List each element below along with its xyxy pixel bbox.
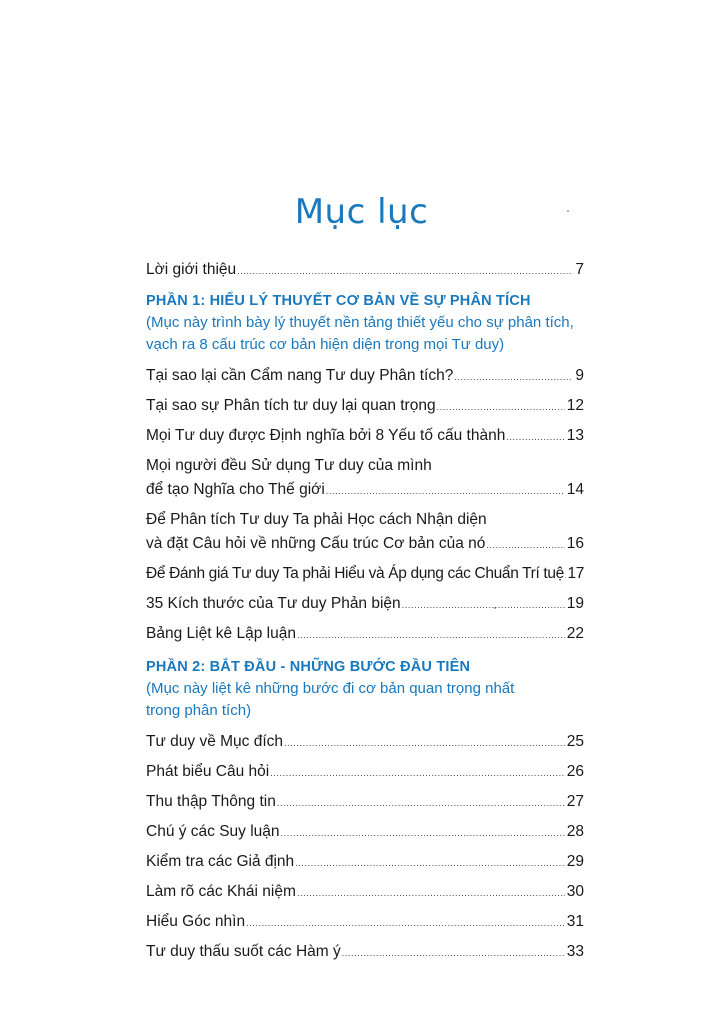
page-number: 12 xyxy=(566,397,584,414)
dot-leader xyxy=(297,623,565,647)
toc-entry-intro[interactable] xyxy=(146,258,584,282)
part1-heading: PHẦN 1: HIỂU LÝ THUYẾT CƠ BẢN VỀ SỰ PHÂN TÍCH xyxy=(146,293,531,309)
dot-leader xyxy=(326,479,565,503)
page-number: 13 xyxy=(566,427,584,444)
part2-desc-line1: (Mục này liệt kê những bước đi cơ bản quan trọng nhất xyxy=(146,680,515,697)
entry-title: Làm rõ các Khái niệm xyxy=(146,883,296,900)
page-number: 33 xyxy=(566,943,584,960)
part1-desc-line1: (Mục này trình bày lý thuyết nền tảng thiết yếu cho sự phân tích, xyxy=(146,314,574,331)
dot-leader xyxy=(342,941,565,965)
dot-leader xyxy=(281,821,565,845)
toc-entry[interactable] xyxy=(146,508,584,556)
toc-entry[interactable] xyxy=(146,364,584,388)
entry-title: và đặt Câu hỏi về những Cấu trúc Cơ bản của nó xyxy=(146,535,486,552)
page-number: 26 xyxy=(566,763,584,780)
page-number: 22 xyxy=(566,625,584,642)
toc-entry[interactable] xyxy=(146,790,584,814)
toc-entry[interactable] xyxy=(146,760,584,784)
part2-desc-line2: trong phân tích) xyxy=(146,702,252,719)
dot-leader xyxy=(295,851,565,875)
entry-title: Kiểm tra các Giả định xyxy=(146,853,295,870)
page-number: 30 xyxy=(566,883,584,900)
dot-leader xyxy=(237,259,573,283)
toc-entry[interactable] xyxy=(146,454,584,502)
page-number: 29 xyxy=(566,853,584,870)
page-number: 17 xyxy=(567,565,584,582)
entry-title: Tại sao sự Phân tích tư duy lại quan trọng xyxy=(146,397,436,414)
toc-entry[interactable] xyxy=(146,850,584,874)
dot-leader xyxy=(454,365,573,389)
entry-title: Tại sao lại cần Cẩm nang Tư duy Phân tích? xyxy=(146,367,454,384)
part2-entries xyxy=(146,730,584,964)
entry-title: Chú ý các Suy luận xyxy=(146,823,280,840)
entry-title: Tư duy về Mục đích xyxy=(146,733,284,750)
part1-desc-line2: vạch ra 8 cấu trúc cơ bản hiện diện trong mọi Tư duy) xyxy=(146,336,505,353)
page-number: 7 xyxy=(575,261,584,278)
scan-speck xyxy=(567,210,569,212)
part2-heading: PHẦN 2: BẮT ĐẦU - NHỮNG BƯỚC ĐẦU TIÊN xyxy=(146,659,471,675)
toc-entry[interactable] xyxy=(146,394,584,418)
page-number: 27 xyxy=(566,793,584,810)
dot-leader xyxy=(486,533,564,557)
page-number: 9 xyxy=(575,367,584,384)
page-number: 25 xyxy=(566,733,584,750)
dot-leader xyxy=(437,395,565,419)
dot-leader xyxy=(246,911,565,935)
entry-title-line1: Để Phân tích Tư duy Ta phải Học cách Nhận diện xyxy=(146,511,487,528)
dot-leader xyxy=(297,881,565,905)
entry-title: Tư duy thấu suốt các Hàm ý xyxy=(146,943,341,960)
entry-title: Để Đánh giá Tư duy Ta phải Hiểu và Áp dụng các Chuẩn Trí tuệ xyxy=(146,565,564,582)
page-number: 16 xyxy=(566,535,584,552)
entry-title: Hiểu Góc nhìn xyxy=(146,913,246,930)
toc-entry[interactable] xyxy=(146,622,584,646)
part1-description xyxy=(146,312,584,356)
entry-title: 35 Kích thước của Tư duy Phản biện xyxy=(146,595,401,612)
toc-entry[interactable] xyxy=(146,592,584,616)
part1-entries xyxy=(146,364,584,646)
toc-entry[interactable] xyxy=(146,910,584,934)
entry-title-line1: Mọi người đều Sử dụng Tư duy của mình xyxy=(146,457,432,474)
dot-leader xyxy=(506,425,564,449)
entry-title: Lời giới thiệu xyxy=(146,261,237,278)
entry-title: Bảng Liệt kê Lập luận xyxy=(146,625,296,642)
page-title: Mục lục xyxy=(294,192,429,232)
dot-leader xyxy=(402,593,565,617)
toc-entry[interactable] xyxy=(146,820,584,844)
entry-title: Thu thập Thông tin xyxy=(146,793,276,810)
toc-entry[interactable] xyxy=(146,940,584,964)
toc-entry[interactable] xyxy=(146,424,584,448)
dot-leader xyxy=(284,731,565,755)
page-number: 19 xyxy=(566,595,584,612)
dot-leader xyxy=(270,761,565,785)
page-number: 14 xyxy=(566,481,584,498)
dot-leader xyxy=(277,791,565,815)
toc-entry[interactable] xyxy=(146,562,584,586)
entry-title: Phát biểu Câu hỏi xyxy=(146,763,270,780)
entry-title: Mọi Tư duy được Định nghĩa bởi 8 Yếu tố cấu thành xyxy=(146,427,506,444)
toc-entry[interactable] xyxy=(146,880,584,904)
page-number: 28 xyxy=(566,823,584,840)
toc-list xyxy=(146,258,584,970)
entry-title: để tạo Nghĩa cho Thế giới xyxy=(146,481,325,498)
part2-description xyxy=(146,678,584,722)
page-number: 31 xyxy=(566,913,584,930)
dot-leader xyxy=(565,563,566,587)
toc-entry[interactable] xyxy=(146,730,584,754)
